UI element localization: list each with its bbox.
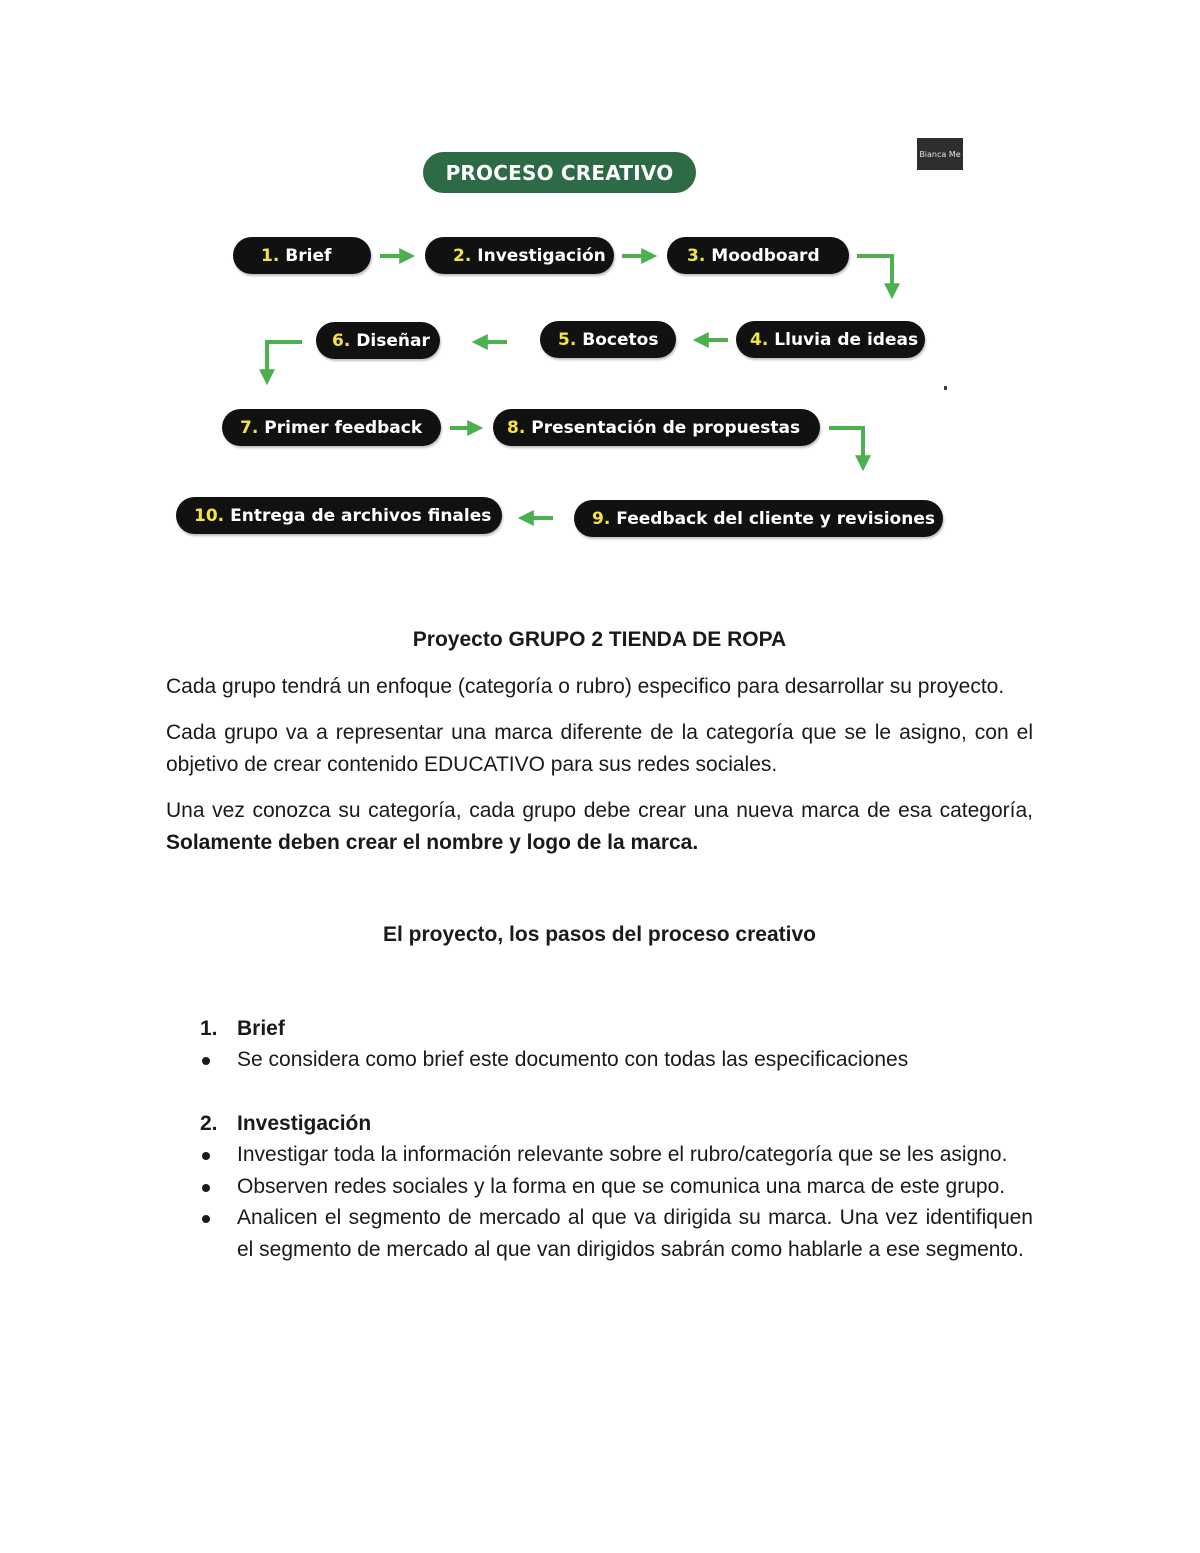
step-number: 7. xyxy=(240,417,259,438)
section-brief xyxy=(166,1013,1033,1076)
process-diagram xyxy=(0,0,1200,580)
step-label: Diseñar xyxy=(356,330,430,351)
step-label: Primer feedback xyxy=(264,417,423,438)
diagram-title: PROCESO CREATIVO xyxy=(423,152,696,193)
arrow-3-4 xyxy=(857,256,892,292)
step-label: Moodboard xyxy=(711,245,820,266)
step-number: 4. xyxy=(750,329,769,350)
step-label: Brief xyxy=(285,245,332,266)
document-body xyxy=(166,624,1033,1265)
step-number: 1. xyxy=(261,245,280,266)
step-label: Presentación de propuestas xyxy=(531,417,801,438)
step-label: Investigación xyxy=(477,245,606,266)
arrow-6-7 xyxy=(267,342,302,378)
paragraph-3-bold: Solamente deben crear el nombre y logo de la marca. xyxy=(166,830,699,854)
step-label: Bocetos xyxy=(582,329,659,350)
step-number: 9. xyxy=(592,508,611,529)
step-label: Lluvia de ideas xyxy=(774,329,919,350)
section-heading xyxy=(166,1013,1033,1045)
paragraph-3 xyxy=(166,795,1033,858)
steps-title: El proyecto, los pasos del proceso creativo xyxy=(383,923,816,946)
arrow-8-9 xyxy=(829,428,863,464)
step-label: Entrega de archivos finales xyxy=(230,505,492,526)
list-item: Analicen el segmento de mercado al que va dirigida su marca. Una vez identifiquen el segmento de mercado al que van dirigidos sabrán como hablarle a ese segmento. xyxy=(166,1202,1033,1265)
section-number: 2. xyxy=(200,1111,218,1135)
section-investigacion xyxy=(166,1108,1033,1266)
webcam-label: Bianca Me xyxy=(919,149,961,159)
list-item: Observen redes sociales y la forma en que se comunica una marca de este grupo. xyxy=(166,1171,1033,1203)
paragraph-2: Cada grupo va a representar una marca diferente de la categoría que se le asigno, con el objetivo de crear contenido EDUCATIVO para sus redes sociales. xyxy=(166,721,1033,776)
paragraph-3-lead: Una vez conozca su categoría, cada grupo debe crear una nueva marca de esa categoría, xyxy=(166,799,1033,822)
paragraph-1: Cada grupo tendrá un enfoque (categoría o rubro) especifico para desarrollar su proyecto. xyxy=(166,674,1005,698)
step-number: 6. xyxy=(332,330,351,351)
section-title: Brief xyxy=(237,1016,285,1040)
step-number: 8. xyxy=(507,417,526,438)
flow-arrows xyxy=(0,0,1200,580)
list-item: Investigar toda la información relevante sobre el rubro/categoría que se les asigno. xyxy=(166,1139,1033,1171)
section-title: Investigación xyxy=(237,1111,372,1135)
step-number: 2. xyxy=(453,245,472,266)
project-title: Proyecto GRUPO 2 TIENDA DE ROPA xyxy=(412,628,787,651)
list-item: Se considera como brief este documento con todas las especificaciones xyxy=(166,1044,1033,1076)
step-number: 5. xyxy=(558,329,577,350)
step-label: Feedback del cliente y revisiones xyxy=(616,508,935,529)
section-heading xyxy=(166,1108,1033,1140)
step-number: 3. xyxy=(687,245,706,266)
step-number: 10. xyxy=(194,505,225,526)
section-number: 1. xyxy=(200,1016,218,1040)
